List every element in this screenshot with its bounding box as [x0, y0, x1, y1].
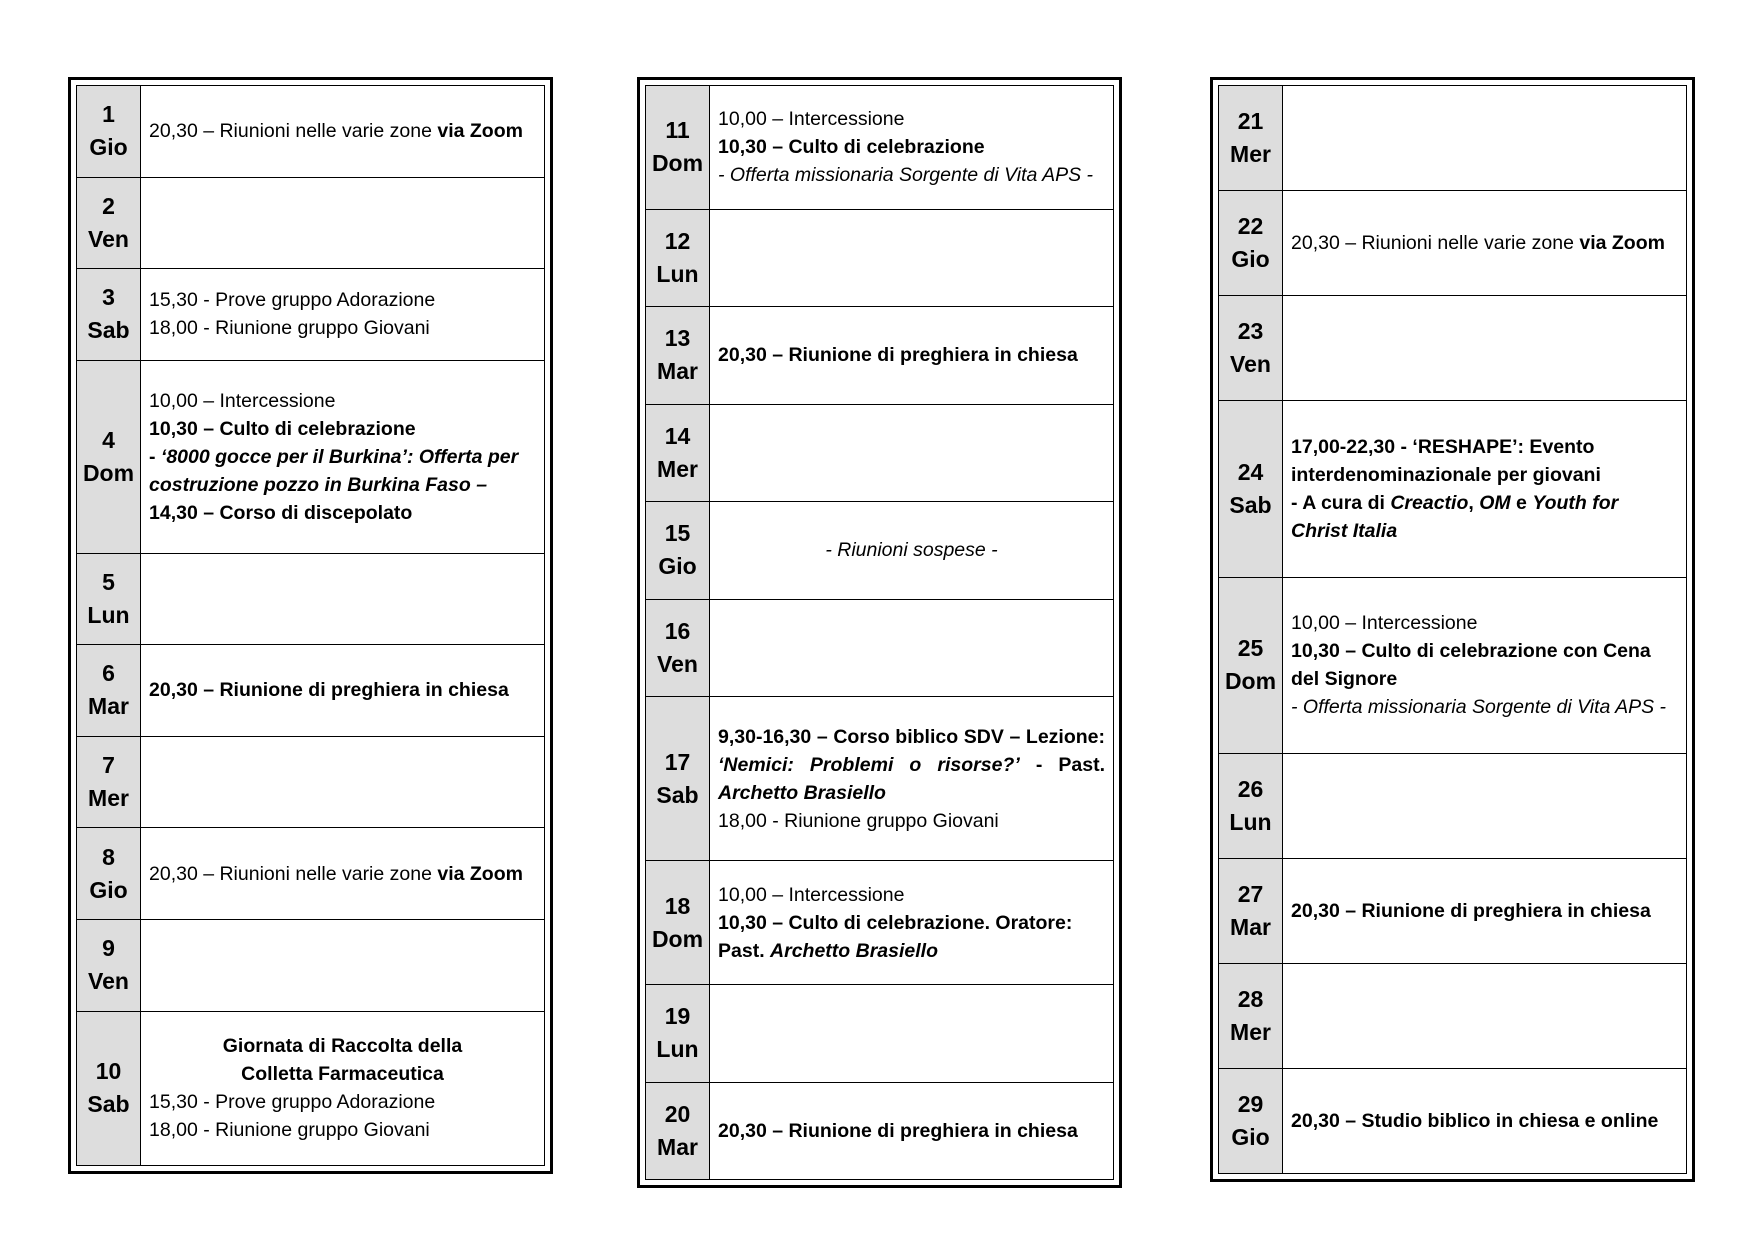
day-number: 26: [1237, 776, 1264, 803]
weekday: Ven: [88, 968, 129, 995]
event-text: 20,30 – Riunione di preghiera in chiesa: [149, 679, 509, 702]
day-row: [646, 599, 1114, 696]
weekday: Mer: [88, 785, 129, 812]
day-cell: [77, 736, 141, 828]
event-line: [718, 1117, 1105, 1145]
day-row: [77, 177, 545, 269]
day-cell: [1219, 964, 1283, 1069]
calendar-table: [1218, 85, 1687, 1174]
day-row: [1219, 400, 1687, 577]
day-row: [77, 86, 545, 178]
event-text: e: [1510, 491, 1533, 514]
event-line: [718, 133, 1105, 161]
day-number: 6: [102, 660, 115, 687]
day-number: 28: [1237, 986, 1264, 1013]
day-cell: [646, 86, 710, 210]
event-line: [718, 723, 1105, 807]
event-line: [718, 536, 1105, 564]
day-number: 10: [95, 1058, 122, 1085]
events-cell: [141, 645, 545, 737]
event-line: [1291, 693, 1678, 721]
day-number: 5: [102, 568, 115, 595]
weekday: Dom: [651, 925, 704, 952]
events-cell: [710, 1082, 1114, 1179]
event-line: [718, 161, 1105, 189]
event-line: [149, 314, 536, 342]
weekday: Sab: [1229, 491, 1272, 518]
day-number: 18: [664, 892, 691, 919]
day-row: [646, 209, 1114, 306]
event-text: -: [149, 445, 161, 468]
day-cell: [646, 1082, 710, 1179]
event-text: 10,30 – Culto di celebrazione: [718, 136, 985, 159]
event-text: 18,00 - Riunione gruppo Giovani: [149, 1119, 430, 1142]
day-number: 3: [102, 284, 115, 311]
day-number: 17: [664, 748, 691, 775]
event-line: [1291, 897, 1678, 925]
day-number: 11: [665, 117, 690, 144]
calendar-column-3: [1210, 77, 1695, 1182]
day-row: [1219, 964, 1687, 1069]
calendar-column-2: [637, 77, 1122, 1188]
weekday: Dom: [1224, 668, 1277, 695]
day-number: 25: [1237, 635, 1264, 662]
day-number: 16: [664, 617, 691, 644]
day-number: 27: [1237, 881, 1264, 908]
events-cell: [710, 404, 1114, 501]
calendar-table: [76, 85, 545, 1166]
event-text: 20,30 – Riunioni nelle varie zone: [1291, 231, 1580, 254]
event-line: [149, 499, 536, 527]
day-number: 23: [1237, 317, 1264, 344]
day-number: 19: [664, 1003, 691, 1030]
event-text: via Zoom: [1579, 231, 1665, 254]
event-text: 20,30 – Studio biblico in chiesa e online: [1291, 1110, 1659, 1133]
events-cell: [1283, 964, 1687, 1069]
event-line: [1291, 1107, 1678, 1135]
event-line: [149, 387, 536, 415]
weekday: Dom: [651, 150, 704, 177]
weekday: Dom: [82, 459, 135, 486]
event-line: [718, 807, 1105, 835]
day-row: [1219, 295, 1687, 400]
event-text: 20,30 – Riunione di preghiera in chiesa: [1291, 900, 1651, 923]
day-cell: [77, 553, 141, 645]
day-number: 22: [1237, 212, 1264, 239]
event-line: [149, 1116, 536, 1144]
events-cell: [141, 269, 545, 361]
events-cell: [710, 599, 1114, 696]
day-row: [77, 1011, 545, 1166]
weekday: Mer: [1230, 1019, 1271, 1046]
day-row: [646, 985, 1114, 1082]
weekday: Mer: [657, 455, 698, 482]
event-text: Creactio: [1390, 491, 1469, 514]
weekday: Mar: [657, 358, 698, 385]
event-line: [1291, 489, 1678, 545]
day-number: 4: [102, 426, 115, 453]
day-row: [77, 736, 545, 828]
weekday: Gio: [89, 134, 128, 161]
day-cell: [1219, 859, 1283, 964]
events-cell: [1283, 577, 1687, 754]
weekday: Gio: [1231, 1124, 1270, 1151]
day-number: 20: [664, 1100, 691, 1127]
event-line: [149, 415, 536, 443]
day-number: 1: [102, 101, 115, 128]
event-text: 10,00 – Intercessione: [149, 389, 336, 412]
day-row: [646, 307, 1114, 404]
event-text: Giornata di Raccolta della: [222, 1035, 463, 1058]
day-number: 8: [102, 843, 115, 870]
events-cell: [141, 360, 545, 553]
events-cell: [710, 697, 1114, 861]
event-text: 18,00 - Riunione gruppo Giovani: [149, 317, 430, 340]
day-row: [77, 360, 545, 553]
day-row: [77, 919, 545, 1011]
weekday: Ven: [1230, 350, 1271, 377]
weekday: Mar: [1230, 914, 1271, 941]
event-line: [149, 676, 536, 704]
weekday: Lun: [1229, 809, 1272, 836]
events-cell: [1283, 295, 1687, 400]
calendar-table: [645, 85, 1114, 1180]
day-cell: [1219, 190, 1283, 295]
events-cell: [141, 86, 545, 178]
day-row: [646, 404, 1114, 501]
event-line: [1291, 229, 1678, 257]
weekday: Gio: [89, 876, 128, 903]
day-cell: [77, 360, 141, 553]
day-cell: [646, 599, 710, 696]
event-line: [149, 1060, 536, 1088]
event-text: 10,30 – Culto di celebrazione: [149, 417, 416, 440]
weekday: Sab: [87, 1091, 130, 1118]
event-text: ‘8000 gocce per il Burkina’: Offerta per costruzione pozzo in Burkina Faso –: [149, 445, 519, 496]
event-line: [149, 1032, 536, 1060]
event-text: ‘Nemici: Problemi o risorse?’: [718, 753, 1020, 776]
event-text: Archetto Brasiello: [718, 781, 886, 804]
day-number: 21: [1237, 107, 1264, 134]
events-cell: [710, 307, 1114, 404]
events-cell: [1283, 190, 1687, 295]
events-cell: [141, 177, 545, 269]
event-line: [1291, 433, 1678, 489]
events-cell: [141, 553, 545, 645]
event-text: - Offerta missionaria Sorgente di Vita APS -: [1291, 696, 1666, 719]
event-text: 10,00 – Intercessione: [718, 108, 905, 131]
day-row: [1219, 859, 1687, 964]
day-cell: [77, 177, 141, 269]
day-row: [1219, 1069, 1687, 1174]
day-cell: [646, 209, 710, 306]
day-number: 14: [664, 422, 691, 449]
event-text: Youth for Christ Italia: [1291, 491, 1619, 542]
day-row: [77, 553, 545, 645]
day-row: [646, 861, 1114, 985]
events-cell: [141, 828, 545, 920]
event-text: 14,30 – Corso di discepolato: [149, 501, 413, 524]
events-cell: [1283, 1069, 1687, 1174]
event-line: [149, 443, 536, 499]
weekday: Lun: [87, 601, 130, 628]
day-row: [646, 502, 1114, 599]
day-row: [646, 697, 1114, 861]
day-number: 12: [664, 227, 691, 254]
day-cell: [77, 919, 141, 1011]
day-cell: [646, 985, 710, 1082]
event-text: 9,30-16,30 – Corso biblico SDV – Lezione:: [718, 725, 1105, 748]
event-line: [149, 1088, 536, 1116]
events-cell: [710, 502, 1114, 599]
event-text: 18,00 - Riunione gruppo Giovani: [718, 809, 999, 832]
event-text: 10,30 – Culto di celebrazione. Oratore: Past.: [718, 911, 1073, 962]
events-cell: [1283, 754, 1687, 859]
day-cell: [1219, 1069, 1283, 1174]
event-line: [1291, 609, 1678, 637]
day-cell: [646, 404, 710, 501]
day-cell: [77, 269, 141, 361]
day-cell: [646, 307, 710, 404]
weekday: Gio: [658, 553, 697, 580]
day-row: [646, 86, 1114, 210]
day-row: [1219, 754, 1687, 859]
event-line: [149, 117, 536, 145]
weekday: Mar: [657, 1133, 698, 1160]
event-text: Archetto Brasiello: [770, 939, 938, 962]
event-line: [718, 105, 1105, 133]
day-cell: [646, 502, 710, 599]
event-text: 20,30 – Riunione di preghiera in chiesa: [718, 344, 1078, 367]
day-cell: [1219, 754, 1283, 859]
events-cell: [1283, 400, 1687, 577]
weekday: Gio: [1231, 245, 1270, 272]
day-row: [1219, 190, 1687, 295]
weekday: Mar: [88, 693, 129, 720]
day-cell: [1219, 400, 1283, 577]
events-cell: [1283, 859, 1687, 964]
calendar-column-1: [68, 77, 553, 1174]
event-text: via Zoom: [437, 120, 523, 143]
day-number: 24: [1237, 458, 1264, 485]
event-text: via Zoom: [437, 862, 523, 885]
event-text: 15,30 - Prove gruppo Adorazione: [149, 1091, 436, 1114]
day-number: 9: [102, 935, 115, 962]
event-text: - Riunioni sospese -: [825, 539, 998, 562]
day-cell: [1219, 295, 1283, 400]
events-cell: [141, 1011, 545, 1166]
day-number: 29: [1237, 1091, 1264, 1118]
day-cell: [77, 828, 141, 920]
weekday: Lun: [656, 1036, 699, 1063]
weekday: Ven: [88, 225, 129, 252]
day-cell: [77, 645, 141, 737]
day-row: [1219, 86, 1687, 191]
event-text: 10,00 – Intercessione: [718, 883, 905, 906]
event-text: ,: [1468, 491, 1480, 514]
event-line: [718, 909, 1105, 965]
day-row: [77, 645, 545, 737]
day-row: [646, 1082, 1114, 1179]
weekday: Mer: [1230, 140, 1271, 167]
event-text: 20,30 – Riunioni nelle varie zone: [149, 862, 438, 885]
event-text: 17,00-22,30 - ‘RESHAPE’: Evento interdenominazionale per giovani: [1291, 435, 1601, 486]
day-number: 15: [664, 520, 691, 547]
day-cell: [646, 697, 710, 861]
event-line: [1291, 637, 1678, 693]
event-text: 20,30 – Riunione di preghiera in chiesa: [718, 1119, 1078, 1142]
event-line: [149, 286, 536, 314]
event-text: 20,30 – Riunioni nelle varie zone: [149, 120, 438, 143]
day-number: 2: [102, 192, 115, 219]
event-text: 10,30 – Culto di celebrazione con Cena del Signore: [1291, 640, 1651, 691]
event-text: - Past.: [1019, 753, 1105, 776]
event-text: OM: [1479, 491, 1511, 514]
events-cell: [1283, 86, 1687, 191]
day-row: [77, 828, 545, 920]
weekday: Lun: [656, 260, 699, 287]
event-text: - Offerta missionaria Sorgente di Vita APS -: [718, 164, 1093, 187]
event-text: - A cura di: [1291, 491, 1391, 514]
events-cell: [710, 861, 1114, 985]
weekday: Ven: [657, 650, 698, 677]
day-cell: [1219, 86, 1283, 191]
day-number: 13: [664, 325, 691, 352]
day-row: [1219, 577, 1687, 754]
events-cell: [710, 209, 1114, 306]
weekday: Sab: [656, 781, 699, 808]
event-line: [149, 860, 536, 888]
day-cell: [77, 1011, 141, 1166]
event-text: Colletta Farmaceutica: [241, 1063, 444, 1086]
events-cell: [141, 919, 545, 1011]
event-line: [718, 881, 1105, 909]
day-cell: [77, 86, 141, 178]
day-cell: [646, 861, 710, 985]
day-number: 7: [102, 752, 115, 779]
events-cell: [141, 736, 545, 828]
event-text: 10,00 – Intercessione: [1291, 612, 1478, 635]
events-cell: [710, 985, 1114, 1082]
day-cell: [1219, 577, 1283, 754]
events-cell: [710, 86, 1114, 210]
event-line: [718, 341, 1105, 369]
day-row: [77, 269, 545, 361]
weekday: Sab: [87, 317, 130, 344]
event-text: 15,30 - Prove gruppo Adorazione: [149, 289, 436, 312]
